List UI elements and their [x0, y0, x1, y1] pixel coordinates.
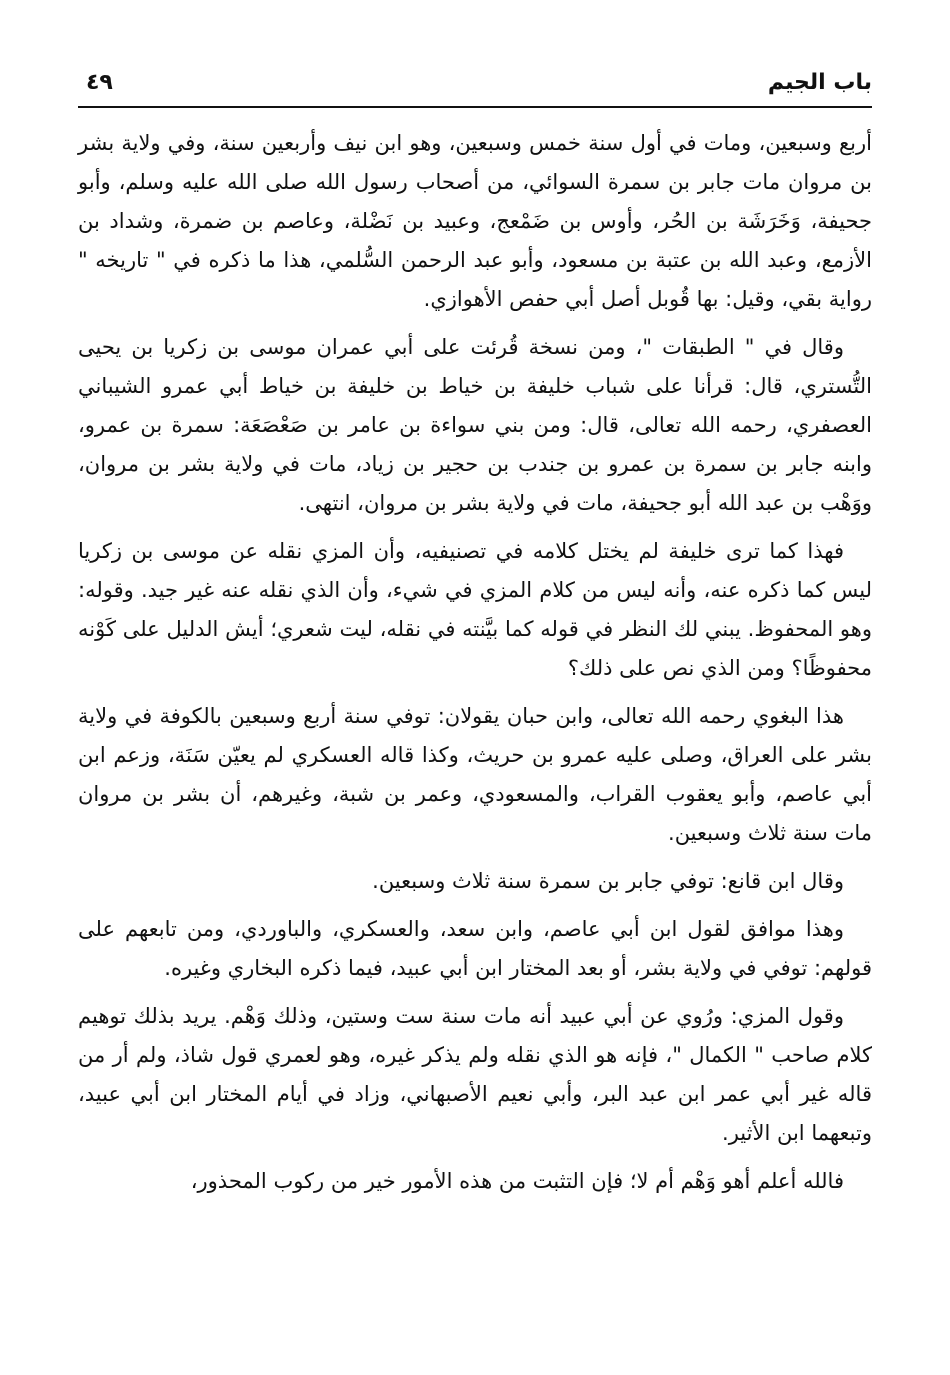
running-header: [78, 62, 872, 104]
paragraph: وهذا موافق لقول ابن أبي عاصم، وابن سعد، والعسكري، والباوردي، ومن تابعهم على قولهم: توفي في ولاية بشر، أو بعد المختار ابن أبي عبيد، فيما ذكره البخاري وغيره.: [78, 917, 872, 980]
paragraph: وقال في " الطبقات "، ومن نسخة قُرئت على أبي عمران موسى بن زكريا بن يحيى التُّستري، قال: قرأنا على شباب خليفة بن خياط بن خليفة بن خياط أبي عمرو الشيباني العصفري، رحمه الله تعالى، قال: ومن بني سواءة بن عامر بن صَعْصَعَة: سمرة بن عمرو، وابنه جابر بن سمرة بن عمرو بن جندب بن حجير بن زياد، مات في ولاية بشر بن مروان، ووَهْب بن عبد الله أبو جحيفة، مات في ولاية بشر بن مروان، انتهى.: [78, 335, 872, 515]
paragraph: أربع وسبعين، ومات في أول سنة خمس وسبعين، وهو ابن نيف وأربعين سنة، وفي ولاية بشر بن مروان مات جابر بن سمرة السوائي، من أصحاب رسول الله صلى الله عليه وسلم، وأبو جحيفة، وَخَرَشَة بن الحُر، وأوس بن ضَمْعج، وعبيد بن نَضْلة، وعاصم بن ضمرة، وشداد بن الأزمع، وعبد الله بن عتبة بن مسعود، وأبو عبد الرحمن السُّلمي، هذا ما ذكره في " تاريخه " رواية بقي، وقيل: بها قُوبل أصل أبي حفص الأهوازي.: [78, 131, 872, 311]
page-number: ٤٩: [86, 70, 113, 95]
chapter-title: باب الجيم: [767, 70, 872, 95]
paragraph: فهذا كما ترى خليفة لم يختل كلامه في تصنيفيه، وأن المزي نقله عن موسى بن زكريا ليس كما ذكره عنه، وأنه ليس من كلام المزي في شيء، وأن الذي نقله عنه غير جيد. وقوله: وهو المحفوظ. يبني لك النظر في قوله كما بيَّنته في نقله، ليت شعري؛ أيش الدليل على كَوْنه محفوظًا؟ ومن الذي نص على ذلك؟: [78, 539, 872, 680]
paragraph: فالله أعلم أهو وَهْم أم لا؛ فإن التثبت من هذه الأمور خير من ركوب المحذور،: [190, 1169, 844, 1193]
book-page: [78, 62, 872, 1352]
paragraph: وقال ابن قانع: توفي جابر بن سمرة سنة ثلاث وسبعين.: [372, 869, 844, 893]
paragraph: وقول المزي: ورُوي عن أبي عبيد أنه مات سنة ست وستين، وذلك وَهْم. يريد بذلك توهيم كلام صاحب " الكمال "، فإنه هو الذي نقله ولم يذكر غيره، وهو لعمري قول شاذ، ولم أر من قاله غير أبي عمر ابن عبد البر، وأبي نعيم الأصبهاني، وزاد في أيام المختار ابن أبي عبيد، وتبعهما ابن الأثير.: [78, 1004, 872, 1145]
header-rule: [78, 106, 872, 108]
paragraph: هذا البغوي رحمه الله تعالى، وابن حبان يقولان: توفي سنة أربع وسبعين بالكوفة في ولاية بشر على العراق، وصلى عليه عمرو بن حريث، وكذا قاله العسكري لم يعيّن سَنَة، وزعم ابن أبي عاصم، وأبو يعقوب القراب، والمسعودي، وعمر بن شبة، وغيرهم، أن بشر بن مروان مات سنة ثلاث وسبعين.: [78, 704, 872, 845]
body-text: [78, 124, 872, 1210]
